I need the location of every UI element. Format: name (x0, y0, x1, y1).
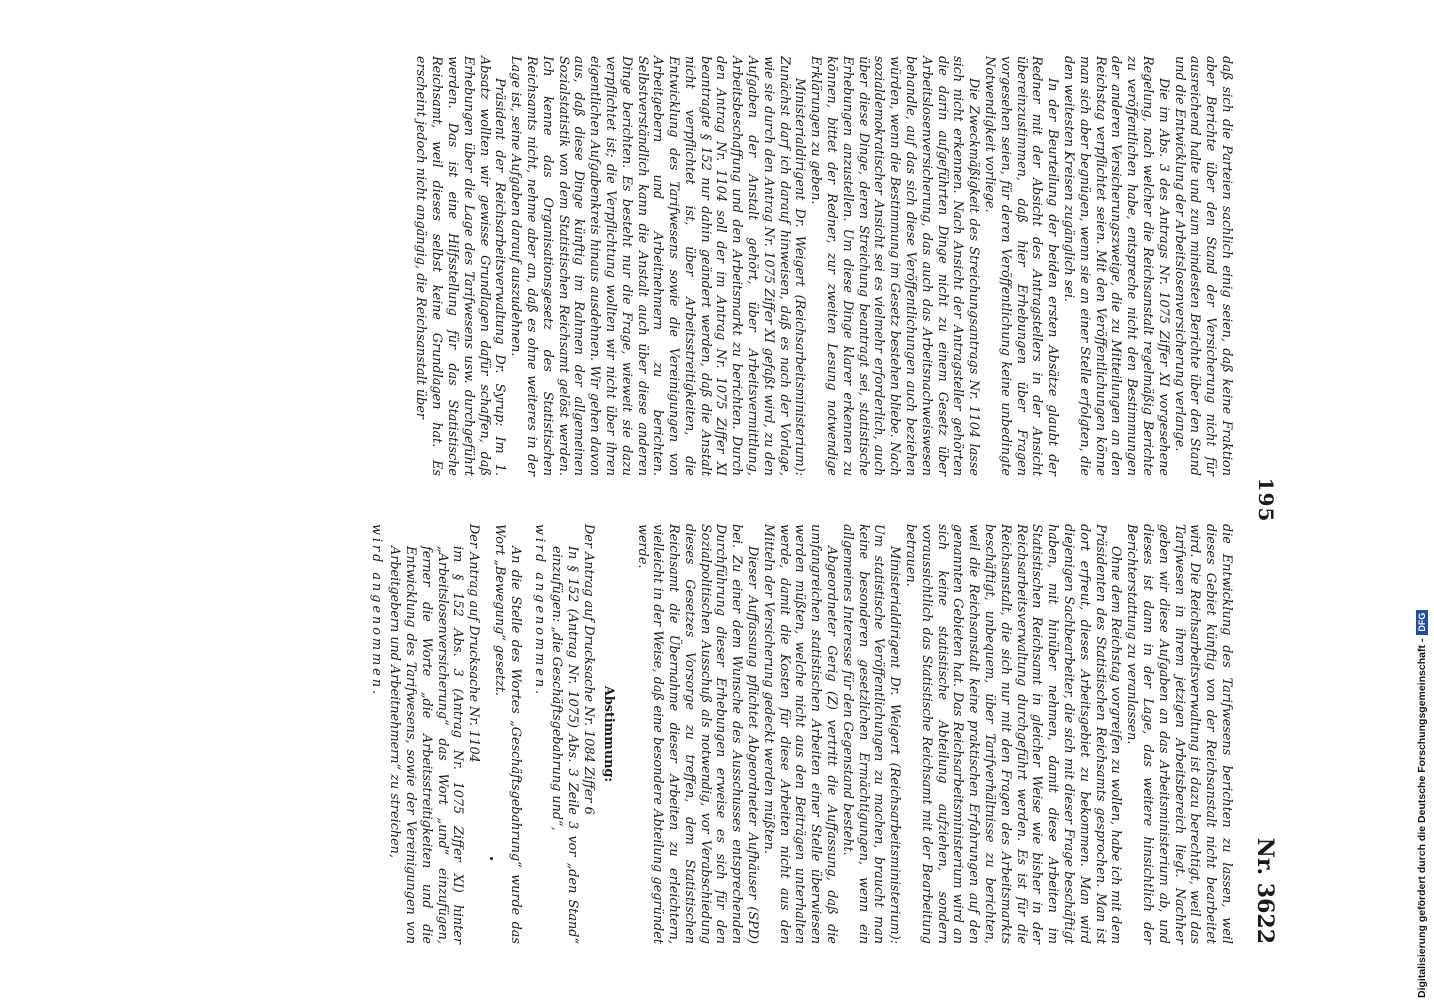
paragraph: Die Zweckmäßigkeit des Streichungsantrags Nr. 1104 lasse sich nicht erkennen. Nach Ansicht der Antragsteller gehörten die darin aufgeführten Dinge nicht zu einem Gesetz über Arbeitslosenversicherung, das auch das Arbeitsnachweiswesen behandle, auf das sich diese Veröffentlichungen auch beziehen würden, wenn die Bestimmung im Gesetz bestehen bliebe. Nach sozialdemokratischer Ansicht sei es vielmehr erforderlich, auch über diese Dinge, deren Streichung beantragt sei, statistische Erhebungen anzustellen. Um diese Dinge klarer erkennen zu können, bittet der Redner, zur zweiten Lesung notwendige Erklärungen zu geben. (808, 56, 982, 476)
vote-item: An die Stelle des Wortes „Geschäftsgebahrung“ wurde das Wort „Bewegung“ gesetzt. (491, 524, 523, 944)
scanned-page (50, 0, 1310, 1000)
paragraph: daß sich die Parteien sachlich einig seien, daß keine Fraktion aber Berichte über den Stand der Versicherung nicht für ausreichend halte und zum mindesten Berichte über den Stand und die Entwicklung der Arbeitslosenversicherung verlange. (1171, 56, 1234, 476)
scan-speck (490, 857, 493, 860)
page-header (1234, 56, 1278, 944)
document-number: Nr. 3622 (1252, 837, 1278, 944)
credit-text: Digitalisierung gefördert durch die Deutsche Forschungsgemeinschaft - (1416, 638, 1428, 998)
vote-item: im § 152 Abs. 3 (Antrag Nr. 1075 Ziffer XI) hinter „Arbeitslosenversicherung“ das Wort „und“ einzufügen, ferner die Worte „die Arbeitsstreitigkeiten und die Entwicklung des Tarifwesens, sowie der Vereinigungen von Arbeitgebern und Arbeitnehmern“ zu streichen, (387, 546, 466, 944)
paragraph: Abgeordneter Gerig (Z) vertritt die Auffassung, daß die umfangreichen statistischen Arbeiten einer Stelle überwiesen werden müßten, welche nicht aus den Beiträgen unterhalten werde, damit die Kosten für diese Arbeiten nicht aus den Mitteln der Versicherung gedeckt werden müßten. (760, 524, 840, 944)
right-column (74, 524, 1234, 944)
vote-item: In § 152 (Antrag Nr. 1075) Abs. 3 Zeile 3 vor „den Stand“ einzufügen: „die Geschäftsgebahrung und“, (549, 546, 581, 944)
paragraph: Präsident der Reichsarbeitsverwaltung Dr. Syrup: Im 1. Absatz wollten wir gewisse Grundlagen dafür schaffen, daß Erhebungen über die Lage des Tarifwesens usw. durchgeführt werden. Das ist eine Hilfsstellung für das Statistische Reichsamt, weil dieses selbst keine Grundlagen hat. Es erscheint jedoch nicht angängig, die Reichsanstalt über (413, 56, 508, 476)
dfg-logo-icon: DFG (1416, 610, 1428, 635)
paragraph: Ministerialdirigent Dr. Weigert (Reichsarbeitsministerium): Zunächst darf ich darauf hinweisen, daß es nach der Vorlage, wie sie durch den Antrag Nr. 1075 Ziffer XI gefaßt wird, zu den Aufgaben der Anstalt gehört, über Arbeitsvermittlung, Arbeitsbeschaffung und den Arbeitsmarkt zu berichten. Durch den Antrag Nr. 1104 soll der im Antrag Nr. 1075 Ziffer XI beantragte § 152 nur dahin geändert werden, daß die Anstalt nicht verpflichtet ist, über Arbeitsstreitigkeiten, die Entwicklung des Tarifwesens sowie die Vereinigungen von Arbeitgebern und Arbeitnehmern zu berichten. Selbstverständlich kann die Anstalt auch über diese anderen Dinge berichten. Es besteht nur die Frage, wieweit sie dazu verpflichtet ist; die Verpflichtung wollten wir nicht über ihren eigentlichen Aufgabenkreis hinaus ausdehnen. Wir gehen davon aus, daß diese Dinge künftig im Rahmen der allgemeinen Sozialstatistik von dem Statistischen Reichsamt gelöst werden. Ich kenne das Organisationsgesetz des Statistischen Reichsamts nicht, nehme aber an, daß es ohne weiteres in der Lage ist, seine Aufgaben darauf auszudehnen. (508, 56, 808, 476)
paragraph: In der Beurteilung der beiden ersten Absätze glaubt der Redner mit der Absicht des Antragstellers in der Ansicht übereinzustimmen, daß hier Erhebungen über Fragen vorgesehen seien, für deren Veröffentlichung keine unbedingte Notwendigkeit vorliege. (982, 56, 1061, 476)
funding-credit (1408, 8, 1434, 998)
vote-result: wird angenommen. (531, 524, 547, 698)
vote-result: wird angenommen. (369, 524, 385, 698)
paragraph: die Entwicklung des Tarifwesens berichten zu lassen, weil dieses Gebiet künftig von der Reichsanstalt nicht bearbeitet wird. Die Reichsarbeitsverwaltung ist dazu berechtigt, weil das Tarifwesen in ihrem jetzigen Arbeitsbereich liegt. Nachher geben wir diese Aufgaben an das Arbeitsministerium ab, und dieses ist dann in der Lage, das weitere hinsichtlich der Berichterstattung zu veranlassen. (1124, 524, 1234, 944)
paragraph: Ministerialdirigent Dr. Weigert (Reichsarbeitsministerium): Um statistische Veröffentlichungen zu machen, braucht man keine besonderen gesetzlichen Ermächtigungen, wenn ein allgemeines Interesse für den Gegenstand besteht. (839, 524, 903, 944)
paragraph: Die im Abs. 3 des Antrags Nr. 1075 Ziffer XI vorgesehene Regelung, nach welcher die Reichsanstalt regelmäßig Berichte zu veröffentlichen habe, entspreche nicht den Bestimmungen der anderen Versicherungszweige, die zu Mitteilungen an den Reichstag verpflichtet seien. Mit den Veröffentlichungen könne man sich aber begnügen, wenn sie an einer Stelle erfolgten, die den weitesten Kreisen zugänglich sei. (1061, 56, 1171, 476)
left-column (74, 56, 1234, 476)
page-number: 195 (1254, 477, 1278, 523)
vote-item: Der Antrag auf Drucksache Nr. 1104 (466, 524, 482, 763)
paragraph: Ohne dem Reichstag vorgreifen zu wollen, habe ich mit dem Präsidenten des Statistischen Reichsamts gesprochen. Man ist dort erfreut, dieses Arbeitsgebiet zu bekommen. Man wird diejenigen Sachbearbeiter, die sich mit dieser Frage beschäftigt haben, mit hinüber nehmen, damit diese Arbeiten im Statistischen Reichsamt in gleicher Weise wie bisher in der Reichsarbeitsverwaltung durchgeführt werden. Es ist für die Reichsanstalt, die sich nur mit den Fragen des Arbeitsmarkts beschäftigt, unbequem, über Tarifverhältnisse zu berichten, weil die Reichsanstalt keine praktischen Erfahrungen auf den genannten Gebieten hat. Das Reichsarbeitsministerium wird an sich keine statistische Abteilung aufziehen, sondern voraussichtlich das Statistische Reichsamt mit der Bearbeitung betrauen. (903, 524, 1124, 944)
paragraph: Dieser Auffassung pflichtet Abgeordneter Aufhäuser (SPD) bei. Zu einer dem Wunsche des Ausschusses entsprechenden Durchführung dieser Erhebungen erweise es sich für den Sozialpolitischen Ausschuß als notwendig, vor Verabschiedung dieses Gesetzes Vorsorge zu treffen, dem Statistischen Reichsamt die Übernahme dieser Arbeiten zu erleichtern, vielleicht in der Weise, daß eine besondere Abteilung gegründet werde. (634, 524, 761, 944)
credit-line (1416, 610, 1428, 998)
text-columns (74, 56, 1234, 944)
vote-item: Der Antrag auf Drucksache Nr. 1084 Ziffer 6 (580, 524, 596, 815)
vote-heading: Abstimmung: (600, 685, 616, 783)
